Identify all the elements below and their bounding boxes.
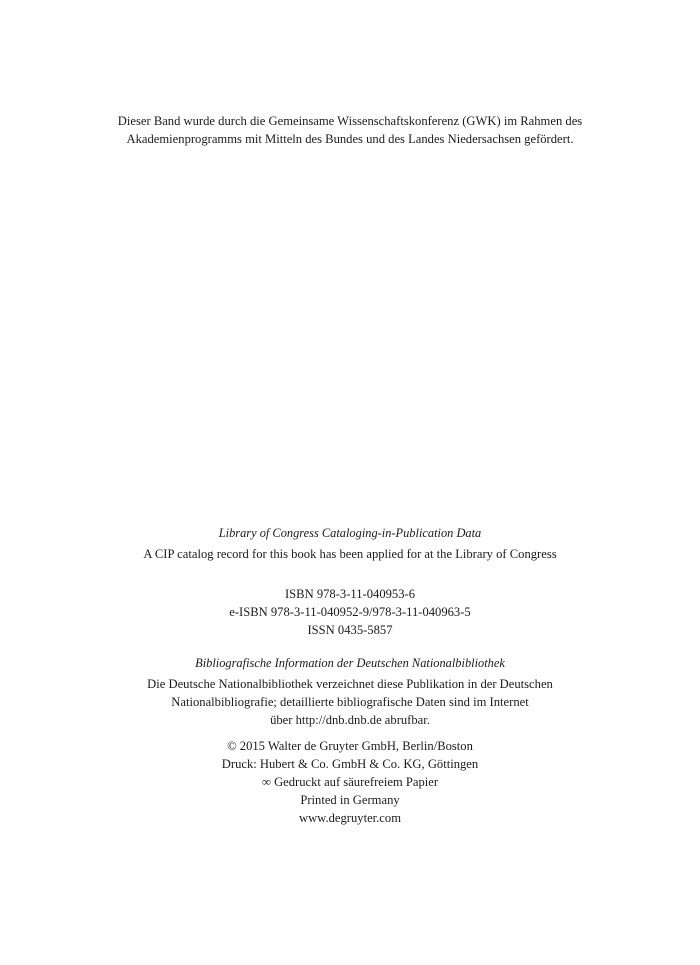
imprint-block [0, 738, 700, 827]
library-of-congress-body-text: A CIP catalog record for this book has been applied for at the Library of Congress [143, 547, 557, 561]
dnb-body [0, 676, 700, 730]
funding-note [0, 113, 700, 149]
printer-line: Druck: Hubert & Co. GmbH & Co. KG, Göttingen [221, 756, 479, 771]
dnb-body-line-1: Die Deutsche Nationalbibliothek verzeichnet diese Publikation in der Deutschen [147, 677, 553, 691]
issn: ISSN 0435-5857 [307, 622, 393, 637]
dnb-heading [0, 655, 700, 673]
identifier-block [0, 586, 700, 640]
library-of-congress-body [0, 546, 700, 564]
library-of-congress-heading [0, 525, 700, 543]
printed-in-line: Printed in Germany [300, 792, 400, 807]
funding-note-line-2: Akademienprogramms mit Mitteln des Bundes und des Landes Niedersachsen gefördert. [126, 131, 574, 146]
funding-note-line-1: Dieser Band wurde durch die Gemeinsame Wissenschaftskonferenz (GWK) im Rahmen des [117, 114, 583, 128]
dnb-body-line-2: Nationalbibliografie; detaillierte bibliografische Daten sind im Internet [171, 694, 529, 709]
paper-line: ∞ Gedruckt auf säurefreiem Papier [261, 774, 439, 789]
isbn-print: ISBN 978-3-11-040953-6 [284, 587, 415, 601]
publisher-website: www.degruyter.com [298, 810, 401, 825]
dnb-heading-text: Bibliografische Information der Deutschen Nationalbibliothek [195, 656, 505, 670]
isbn-electronic: e-ISBN 978-3-11-040952-9/978-3-11-040963-5 [229, 604, 471, 619]
copyright-line: © 2015 Walter de Gruyter GmbH, Berlin/Boston [227, 739, 473, 753]
dnb-body-line-3: über http://dnb.dnb.de abrufbar. [270, 712, 430, 727]
library-of-congress-heading-text: Library of Congress Cataloging-in-Publication Data [218, 526, 482, 540]
